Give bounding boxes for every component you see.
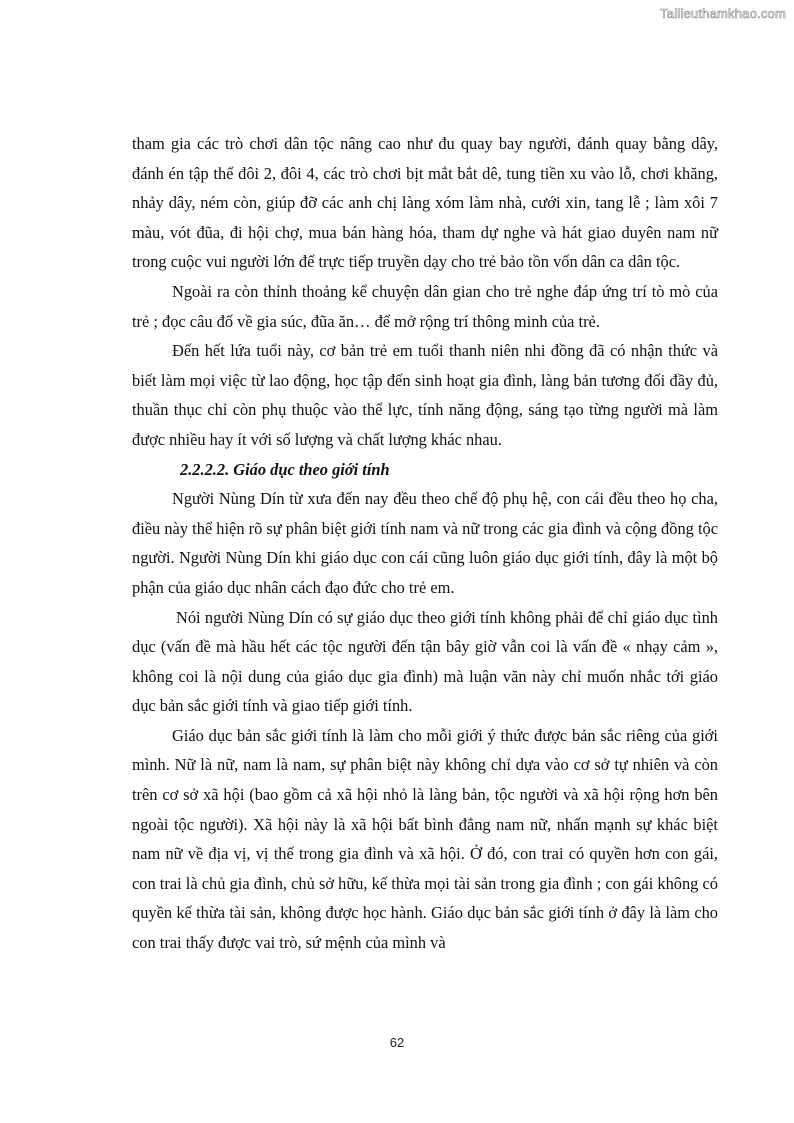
section-heading: 2.2.2.2. Giáo dục theo giới tính (180, 459, 390, 479)
paragraph-gender-education: Nói người Nùng Dín có sự giáo dục theo giới tính không phải để chỉ giáo dục tình dục (vấn đề mà hầu hết các tộc người đến tận bây giờ vẫn coi là vấn đề « nhạy cảm », không coi là nội dung của giáo dục gia đình) mà luận văn này chỉ muốn nhắc tới giáo dục bản sắc giới tính và giao tiếp giới tính. (132, 607, 718, 716)
paragraph-end-of-age: Đến hết lứa tuổi này, cơ bản trẻ em tuổi thanh niên nhi đồng đã có nhận thức và biết làm mọi việc từ lao động, học tập đến sinh hoạt gia đình, làng bản tương đối đầy đủ, thuần thục chỉ còn phụ thuộc vào thể lực, tính năng động, sáng tạo từng người mà làm được nhiều hay ít với số lượng và chất lượng khác nhau. (132, 341, 718, 449)
watermark: Tailieuthamkhao.com (660, 6, 786, 21)
paragraph-folk-tales: Ngoài ra còn thỉnh thoảng kể chuyện dân gian cho trẻ nghe đáp ứng trí tò mò của trẻ ; đọc câu đố về gia súc, đũa ăn… để mở rộng trí thông minh của trẻ. (132, 281, 718, 331)
paragraph-gender-identity: Giáo dục bản sắc giới tính là làm cho mỗi giới ý thức được bản sắc riêng của giới mình. Nữ là nữ, nam là nam, sự phân biệt này không chỉ dựa vào cơ sở tự nhiên và còn trên cơ sở xã hội (bao gồm cả xã hội nhỏ là làng bản, tộc người và xã hội rộng hơn bên ngoài tộc người). Xã hội này là xã hội bất bình đẳng nam nữ, nhấn mạnh sự khác biệt nam nữ về địa vị, vị thế trong gia đình và xã hội. Ở đó, con trai có quyền hơn con gái, con trai là chủ gia đình, chủ sở hữu, kế thừa mọi tài sản trong gia đình ; con gái không có quyền kế thừa tài sản, không được học hành. Giáo dục bản sắc giới tính ở đây là làm cho con trai thấy được vai trò, sứ mệnh của mình và (132, 725, 718, 953)
paragraph-continuation: tham gia các trò chơi dân tộc nâng cao như đu quay bay người, đánh quay bằng dây, đánh én tập thể đôi 2, đôi 4, các trò chơi bịt mắt bắt dê, tung tiền xu vào lỗ, chơi khăng, nhảy dây, ném còn, giúp đỡ các anh chị làng xóm làm nhà, cưới xin, tang lễ ; làm xôi 7 màu, vót đũa, đi hội chợ, mua bán hàng hóa, tham dự nghe và hát giao duyên nam nữ trong cuộc vui người lớn để trực tiếp truyền dạy cho trẻ bảo tồn vốn dân ca dân tộc. (132, 134, 718, 272)
document-body (132, 129, 718, 958)
page-number: 62 (389, 1035, 405, 1050)
paragraph-patrilineal: Người Nùng Dín từ xưa đến nay đều theo chế độ phụ hệ, con cái đều theo họ cha, điều này thể hiện rõ sự phân biệt giới tính nam và nữ trong các gia đình và cộng đồng tộc người. Người Nùng Dín khi giáo dục con cái cũng luôn giáo dục giới tính, đây là một bộ phận của giáo dục nhân cách đạo đức cho trẻ em. (132, 489, 718, 597)
